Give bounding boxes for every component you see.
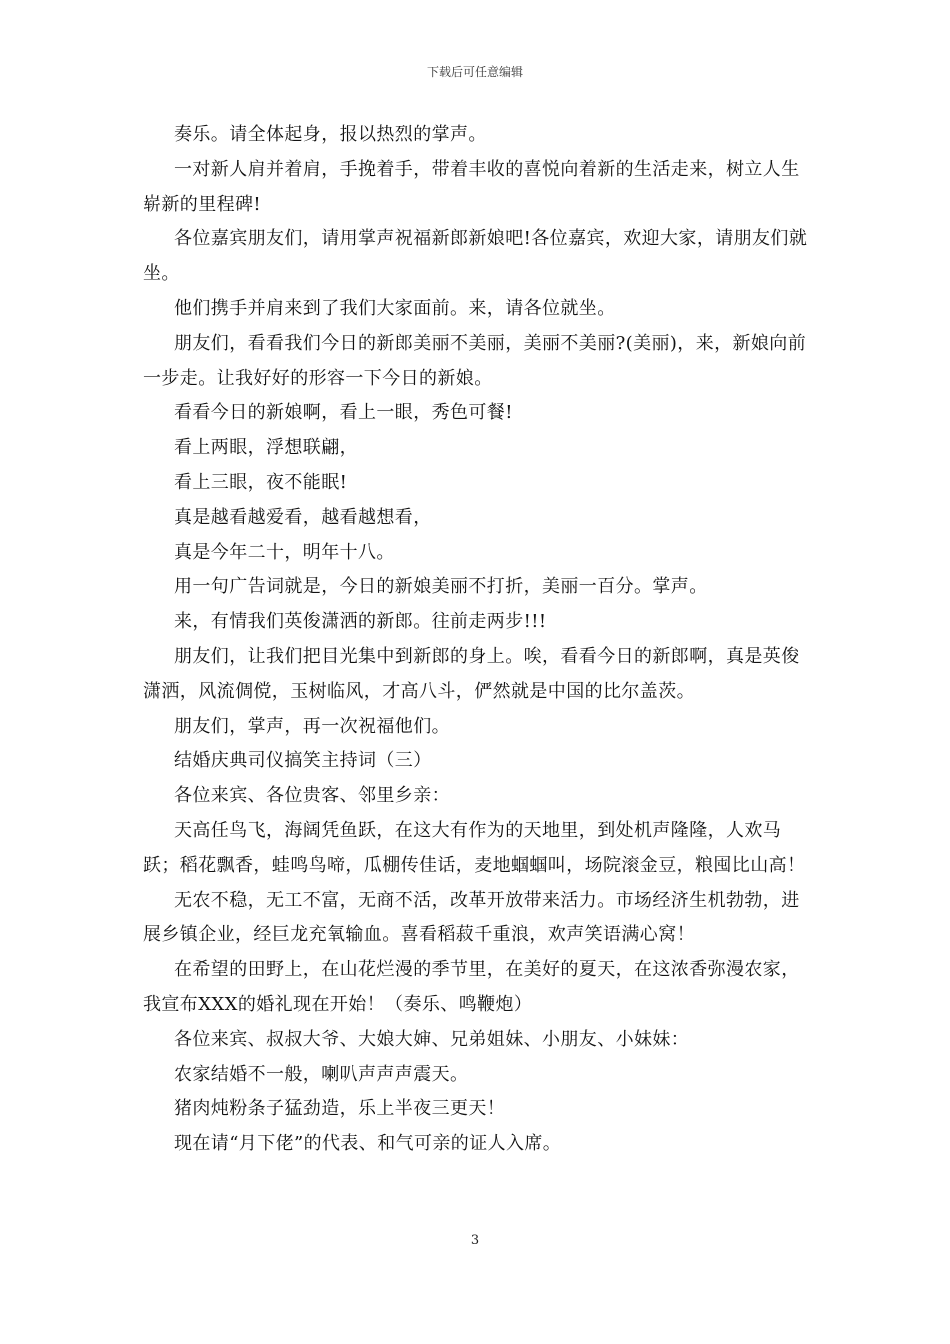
paragraph: 天高任鸟飞，海阔凭鱼跃，在这大有作为的天地里，到处机声隆隆，人欢马跃；稻花飘香，蛙鸣鸟啼，瓜棚传佳话，麦地蝈蝈叫，场院滚金豆，粮囤比山高！ <box>143 819 806 876</box>
paragraph: 猪肉炖粉条子猛劲造，乐上半夜三更天！ <box>174 1098 506 1120</box>
section-heading: 结婚庆典司仪搞笑主持词（三） <box>174 750 432 772</box>
paragraph: 现在请“月下佬”的代表、和气可亲的证人入席。 <box>174 1133 562 1155</box>
paragraph: 看上两眼，浮想联翩， <box>174 437 358 459</box>
body-text <box>143 118 813 1162</box>
paragraph: 朋友们，让我们把目光集中到新郎的身上。唉，看看今日的新郎啊，真是英俊潇洒，风流倜傥，玉树临风，才高八斗，俨然就是中国的比尔盖茨。 <box>143 645 800 702</box>
paragraph: 各位来宾、各位贵客、邻里乡亲： <box>174 785 450 807</box>
paragraph: 朋友们，掌声，再一次祝福他们。 <box>174 715 450 737</box>
paragraph: 真是越看越爱看，越看越想看， <box>174 506 432 528</box>
paragraph: 在希望的田野上，在山花烂漫的季节里，在美好的夏天，在这浓香弥漫农家，我宣布XXX的婚礼现在开始！（奏乐、鸣鞭炮） <box>143 959 800 1015</box>
paragraph: 各位来宾、叔叔大爷、大娘大婶、兄弟姐妹、小朋友、小妹妹： <box>174 1028 690 1050</box>
paragraph: 看上三眼，夜不能眠! <box>174 471 348 493</box>
page-header: 下载后可任意编辑 <box>426 65 523 79</box>
page-number: 3 <box>470 1233 480 1248</box>
paragraph: 各位嘉宾朋友们，请用掌声祝福新郎新娘吧!各位嘉宾，欢迎大家，请朋友们就坐。 <box>143 228 808 285</box>
paragraph: 农家结婚不一般，喇叭声声声震天。 <box>174 1063 469 1085</box>
paragraph: 一对新人肩并着肩，手挽着手，带着丰收的喜悦向着新的生活走来，树立人生崭新的里程碑! <box>143 158 800 215</box>
paragraph: 无农不稳，无工不富，无商不活，改革开放带来活力。市场经济生机勃勃，进展乡镇企业，经巨龙充氧输血。喜看稻菽千重浪，欢声笑语满心窝！ <box>143 889 800 946</box>
paragraph: 他们携手并肩来到了我们大家面前。来，请各位就坐。 <box>174 297 616 319</box>
paragraph: 用一句广告词就是，今日的新娘美丽不打折，美丽一百分。掌声。 <box>174 576 708 598</box>
paragraph: 来，有情我们英俊潇洒的新郎。往前走两步!!! <box>174 611 547 633</box>
paragraph: 真是今年二十，明年十八。 <box>174 541 395 563</box>
paragraph: 看看今日的新娘啊，看上一眼，秀色可餐! <box>174 402 513 424</box>
paragraph: 奏乐。请全体起身，报以热烈的掌声。 <box>174 124 487 145</box>
paragraph: 朋友们，看看我们今日的新郎美丽不美丽，美丽不美丽?(美丽)，来，新娘向前一步走。让我好好的形容一下今日的新娘。 <box>143 332 807 389</box>
